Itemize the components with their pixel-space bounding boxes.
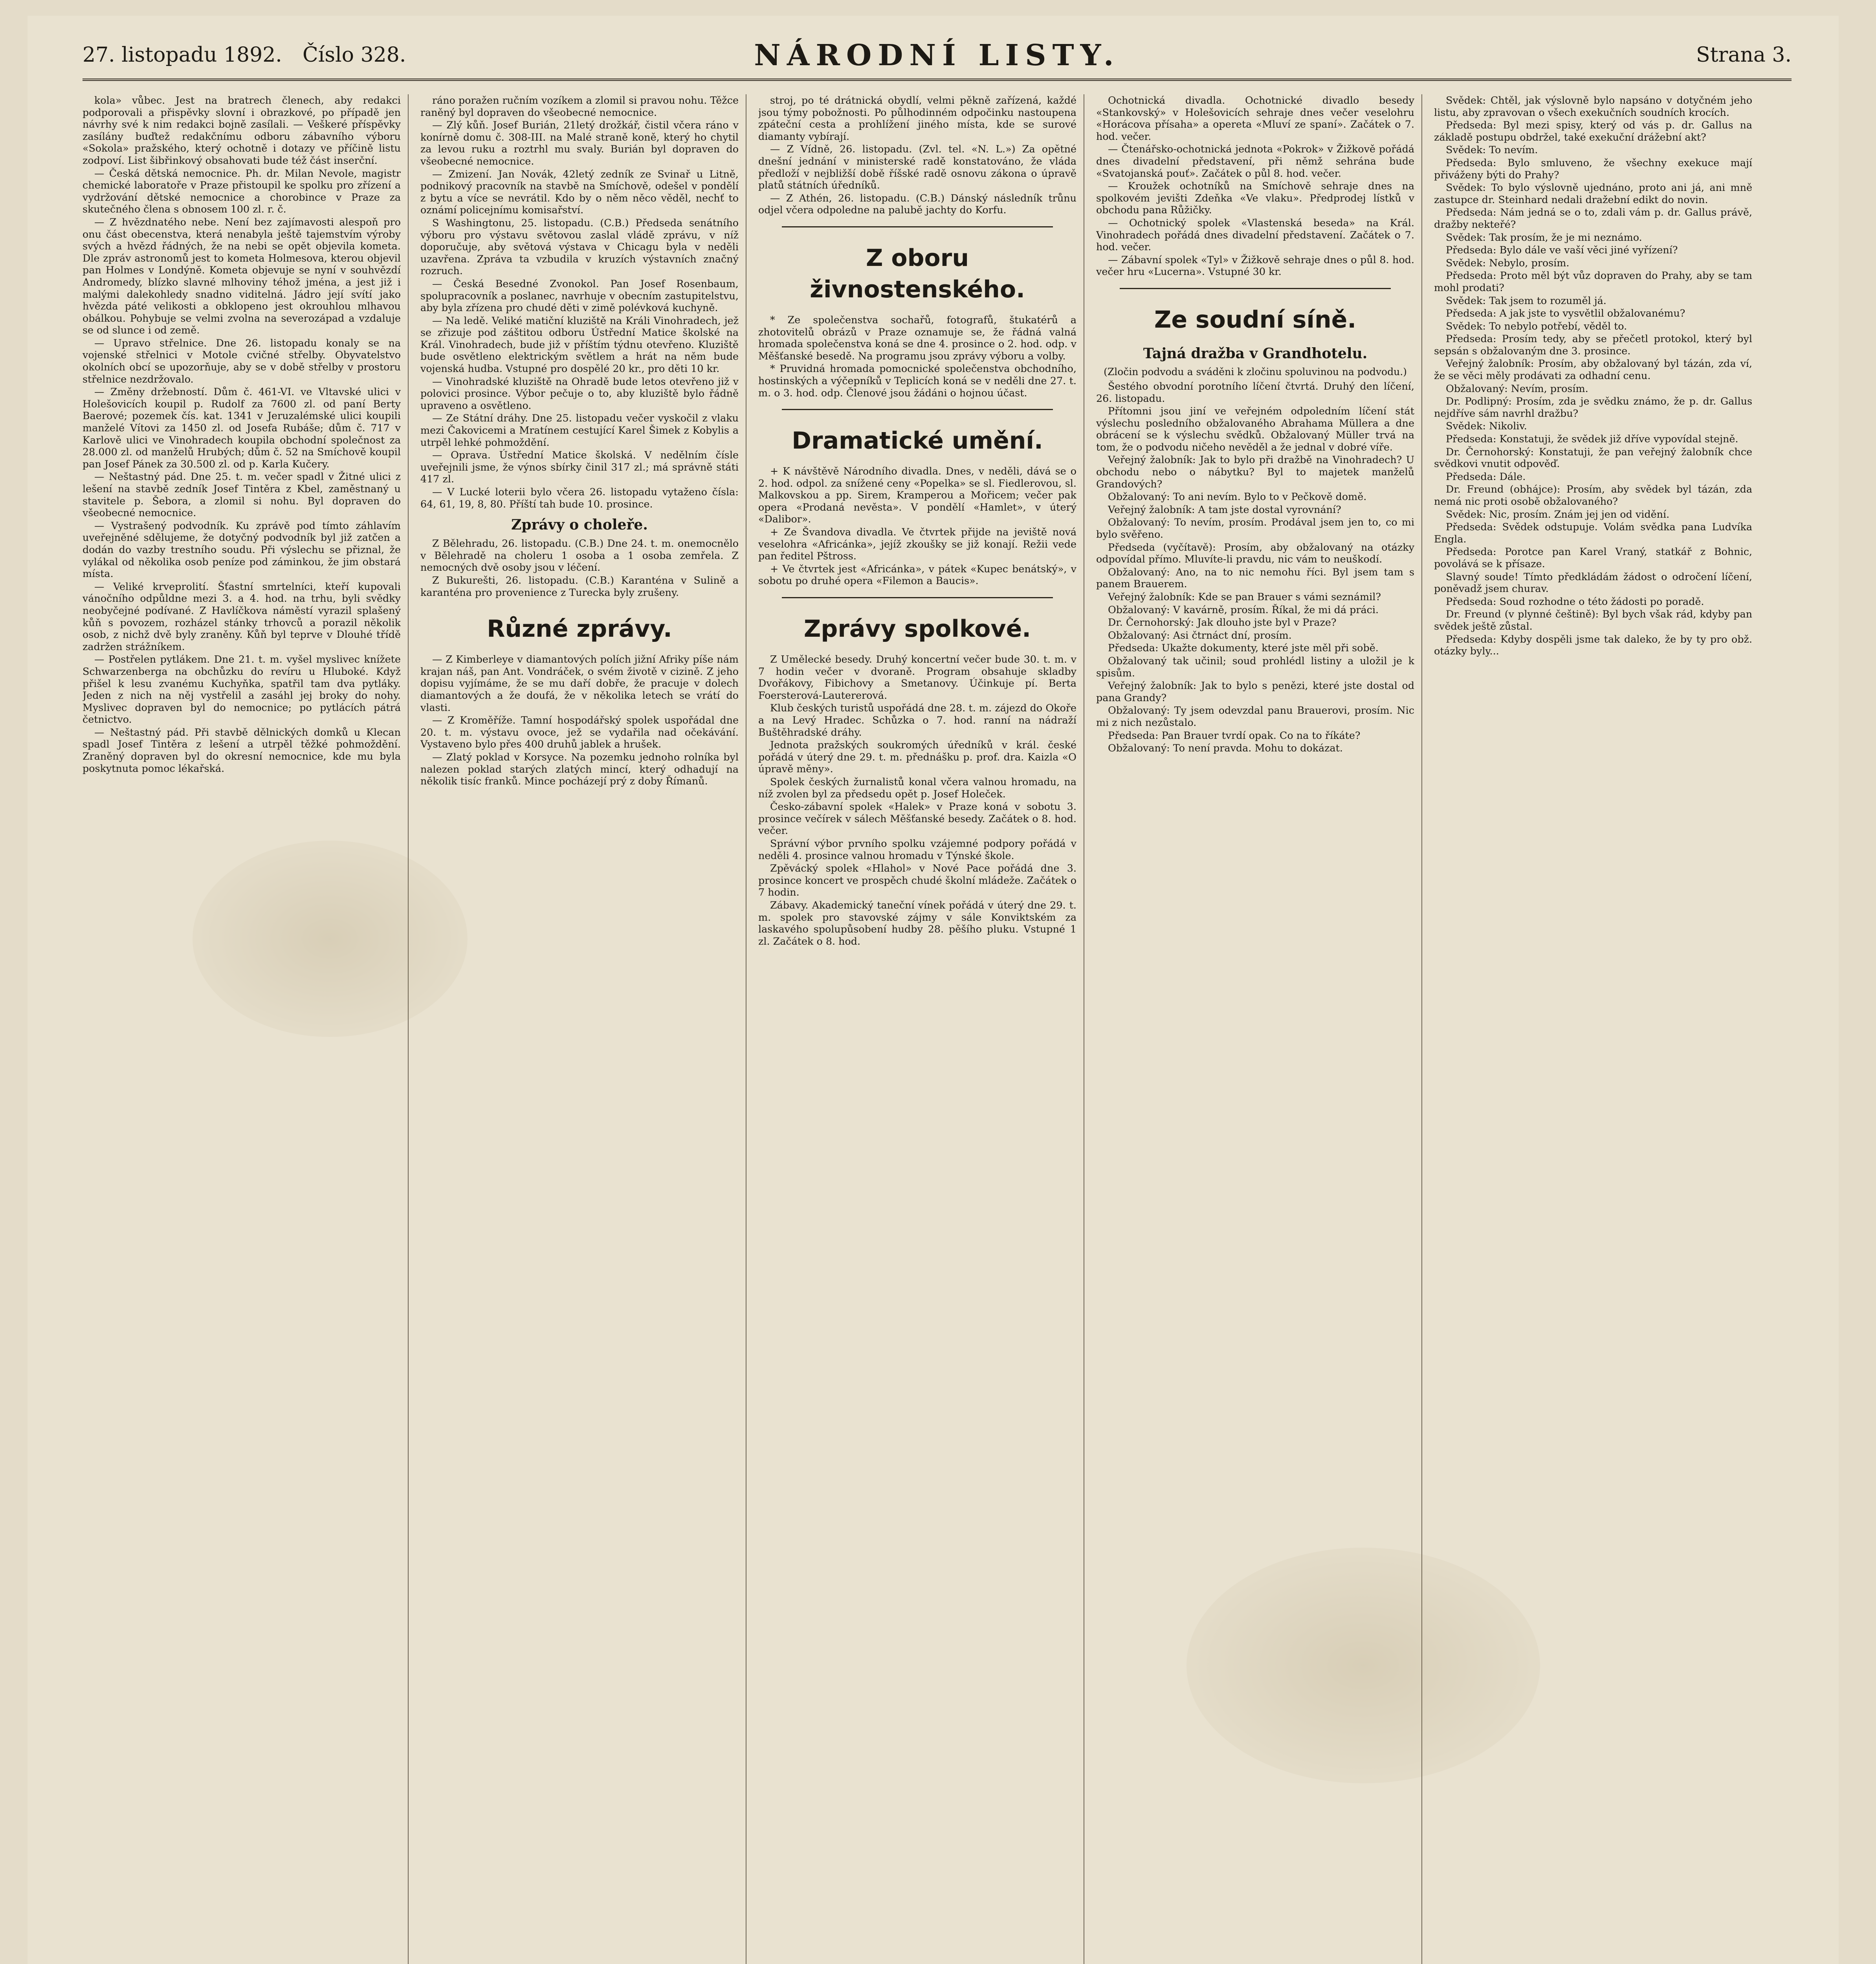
section-rule bbox=[782, 597, 1053, 598]
spolkove-heading: Zprávy spolkové. bbox=[803, 615, 1031, 643]
paragraph: Obžalovaný: To není pravda. Mohu to dokázat. bbox=[1108, 742, 1343, 754]
paragraph: — Oprava. Ústřední Matice školská. V nedělním čísle uveřejnili jsme, že výnos sbírky činil 317 zl.; má správně státi 417 zl. bbox=[420, 449, 739, 485]
paragraph: Česko-zábavní spolek «Halek» v Praze koná v sobotu 3. prosince večírek v sálech Měšťanské besedy. Začátek o 8. hod. večer. bbox=[758, 801, 1076, 837]
cholera-heading: Zprávy o choleře. bbox=[511, 517, 648, 533]
paragraph: Obžalovaný tak učinil; soud prohlédl listiny a uložil je k spisům. bbox=[1096, 654, 1414, 679]
paragraph: Svědek: Nic, prosím. Znám jej jen od vidění. bbox=[1446, 508, 1670, 520]
paragraph: * Ze společenstva sochařů, fotografů, štukatérů a zhotovitelů obrázů v Praze oznamuje se, že řádná valná hromada společenstva koná se dne 4. prosince o 2. hod. odp. v Měšťanské besedě. Na programu jsou zprávy výboru a volby. bbox=[758, 313, 1076, 362]
column-1-body bbox=[83, 94, 401, 774]
dramatic-heading: Dramatické umění. bbox=[792, 427, 1043, 455]
ruzne-body bbox=[420, 653, 739, 787]
paragraph: — Z Kroměříže. Tamní hospodářský spolek uspořádal dne 20. t. m. výstavu ovoce, jež se vydařila nad očekávání. Vystaveno bylo přes 400 druhů jablek a hrušek. bbox=[420, 714, 739, 750]
paragraph: Obžalovaný: V kavárně, prosím. Říkal, že mi dá práci. bbox=[1108, 603, 1379, 616]
paragraph: — Ochotnický spolek «Vlastenská beseda» na Král. Vinohradech pořádá dnes divadelní představení. Začátek o 7. hod. večer. bbox=[1096, 216, 1414, 253]
column-1 bbox=[83, 94, 401, 1964]
paragraph: Předseda: Nám jedná se o to, zdali vám p. dr. Gallus právě, dražby nekteřé? bbox=[1434, 206, 1752, 230]
paragraph: — Zlý kůň. Josef Burián, 21letý drožkář, čistil včera ráno v konírně domu č. 308-III. na Malé straně koně, který ho chytil za levou ruku a roztrhl mu svaly. Burián byl dopraven do všeobecné nemocnice. bbox=[420, 119, 739, 167]
paragraph: Dr. Podlipný: Prosím, zda je svědku známo, že p. dr. Gallus nejdříve sám navrhl dražbu? bbox=[1434, 395, 1752, 419]
newspaper-page bbox=[28, 16, 1839, 1964]
paragraph: + Ze Švandova divadla. Ve čtvrtek přijde na jeviště nová veselohra «Africánka», jejíž zkoušky se již konají. Režii vede pan ředitel Pštross. bbox=[758, 526, 1076, 562]
issue-date: 27. listopadu 1892. bbox=[83, 43, 282, 67]
paragraph: Dr. Černohorský: Konstatuji, že pan veřejný žalobník chce svědkovi vnutit odpověď. bbox=[1434, 445, 1752, 470]
paragraph: Předseda: Byl mezi spisy, který od vás p. dr. Gallus na základě postupu obdržel, také exekuční drážební akt? bbox=[1434, 119, 1752, 143]
dramatic-body bbox=[758, 465, 1076, 587]
paragraph: Z Bukurešti, 26. listopadu. (C.B.) Karanténa v Sulině a karanténa pro provenience z Turecka byly zrušeny. bbox=[420, 574, 739, 598]
paragraph: Předseda: Soud rozhodne o této žádosti po poradě. bbox=[1446, 595, 1704, 607]
paragraph: — Z hvězdnatého nebe. Není bez zajímavosti alespoň pro onu část obecenstva, která nenabyla ještě tajemstvím výroby svých a hvězd řádných, že na nebi se opět objevila kometa. Dle zpráv astronomů jest to kometa Holmesova, kterou objevil pan Holmes v Londýně. Kometa objevuje se nyní v souhvězdí Andromedy, blízko slavné mlhoviny téhož jména, a jest již i malými dalekohledy snadno viditelná. Jádro její svítí jako hvězda páté velikosti a obklopeno jest okrouhlou mlhavou obálkou. Pohybuje se velmi zvolna na severozápad a vzdaluje se od slunce i od země. bbox=[83, 216, 401, 336]
section-rule bbox=[1120, 288, 1391, 289]
paragraph: Dr. Freund (obhájce): Prosím, aby svědek byl tázán, zda nemá nic proti osobě obžalovaného? bbox=[1434, 483, 1752, 507]
paragraph: Předseda: Kdyby dospěli jsme tak daleko, že by ty pro obž. otázky byly... bbox=[1434, 633, 1752, 657]
column-3-body bbox=[758, 94, 1076, 216]
paragraph: — Zlatý poklad v Korsyce. Na pozemku jednoho rolníka byl nalezen poklad starých zlatých mincí, který odhadují na několik tisíc franků. Mince pocházejí prý z doby Římanů. bbox=[420, 751, 739, 787]
paragraph: — Čtenářsko-ochotnická jednota «Pokrok» v Žižkově pořádá dnes divadelní představení, při němž sehrána bude «Svatojanská pouť». Začátek o půl 8. hod. večer. bbox=[1096, 143, 1414, 179]
spolkove-body bbox=[758, 653, 1076, 947]
paragraph: Předseda: Svědek odstupuje. Volám svědka pana Ludvíka Engla. bbox=[1434, 521, 1752, 545]
paragraph: + Ve čtvrtek jest «Africánka», v pátek «Kupec benátský», v sobotu po druhé opera «Filemon a Baucis». bbox=[758, 562, 1076, 587]
paragraph: Předseda: Prosím tedy, aby se přečetl protokol, který byl sepsán s obžalovaným dne 3. prosince. bbox=[1434, 333, 1752, 357]
paragraph: — Na ledě. Veliké matiční kluziště na Králi Vinohradech, jež se zřizuje pod záštitou odboru Ústřední Matice školské na Král. Vinohradech, bude již v příštím týdnu otevřeno. Kluziště bude osvětleno elektrickým světlem a hrát na něm bude vojenská hudba. Vstupné pro dospělé 20 kr., pro děti 10 kr. bbox=[420, 314, 739, 375]
paragraph: Předseda: Proto měl být vůz dopraven do Prahy, aby se tam mohl prodati? bbox=[1434, 269, 1752, 293]
paragraph: — V Lucké loterii bylo včera 26. listopadu vytaženo čísla: 64, 61, 19, 8, 80. Příští tah bude 10. prosince. bbox=[420, 486, 739, 510]
paragraph: Svědek: To nebylo potřebí, věděl to. bbox=[1446, 320, 1627, 332]
paragraph: Předseda: Konstatuji, že svědek již dříve vypovídal stejně. bbox=[1446, 433, 1738, 445]
column-2 bbox=[420, 94, 739, 1964]
article-title: Tajná dražba v Grandhotelu. bbox=[1143, 345, 1368, 362]
paragraph: Veřejný žalobník: A tam jste dostal vyrovnání? bbox=[1108, 503, 1341, 515]
paragraph: Obžalovaný: Asi čtrnáct dní, prosím. bbox=[1108, 629, 1292, 641]
paragraph: Předseda: Dále. bbox=[1446, 470, 1526, 482]
paragraph: Klub českých turistů uspořádá dne 28. t. m. zájezd do Okoře a na Levý Hradec. Schůzka o 7. hod. ranní na nádraží Buštěhradské dráhy. bbox=[758, 702, 1076, 738]
paragraph: — Postřelen pytlákem. Dne 21. t. m. vyšel myslivec knížete Schwarzenberga na obchůzku do revíru u Hluboké. Když přišel k lesu zvanému Kuchyňka, spatřil tam dva pytláky. Jeden z nich na něj vystřelil a zasáhl jej broky do nohy. Myslivec dopraven byl do nemocnice; po pytlácích pátrá četnictvo. bbox=[83, 653, 401, 726]
paragraph: — Ze Státní dráhy. Dne 25. listopadu večer vyskočil z vlaku mezi Čakovicemi a Mratínem cestující Karel Šimek z Kobylis a utrpěl lehké pohmoždění. bbox=[420, 412, 739, 448]
column-5-body bbox=[1434, 94, 1752, 657]
paragraph: Veřejný žalobník: Prosím, aby obžalovaný byl tázán, zda ví, že se věci měly prodávati za odhadní cenu. bbox=[1434, 357, 1752, 382]
paragraph: * Pruvidná hromada pomocnické společenstva obchodního, hostinských a výčepníků v Teplicích koná se v neděli dne 27. t. m. o 3. hod. odp. Členové jsou žádáni o hojnou účast. bbox=[758, 363, 1076, 399]
paragraph: Šestého obvodní porotního líčení čtvrtá. Druhý den líčení, 26. listopadu. bbox=[1096, 380, 1414, 404]
column-5 bbox=[1434, 94, 1752, 1964]
column-divider bbox=[1421, 94, 1422, 1964]
paragraph: Obžalovaný: To nevím, prosím. Prodával jsem jen to, co mi bylo svěřeno. bbox=[1096, 516, 1414, 540]
ruzne-heading: Různé zprávy. bbox=[487, 615, 672, 643]
paragraph: Ochotnická divadla. Ochotnické divadlo besedy «Stankovský» v Holešovicích sehraje dnes večer veselohru «Horácova přísaha» a opereta «Mluví ze spaní». Začátek o 7. hod. večer. bbox=[1096, 94, 1414, 142]
paragraph: — Zábavní spolek «Tyl» v Žižkově sehraje dnes o půl 8. hod. večer hru «Lucerna». Vstupné 30 kr. bbox=[1096, 253, 1414, 278]
obor-heading: Z oboru živnostenského. bbox=[810, 244, 1025, 303]
paragraph: Svědek: Tak jsem to rozuměl já. bbox=[1446, 294, 1606, 306]
paragraph: — Neštastný pád. Při stavbě dělnických domků u Klecan spadl Josef Tintěra z lešení a utrpěl těžké pohmoždění. Zraněný dopraven byl do okresní nemocnice, kde mu byla poskytnuta pomoc lékařská. bbox=[83, 726, 401, 774]
paragraph: — Česká Besedné Zvonokol. Pan Josef Rosenbaum, spolupracovník a poslanec, navrhuje v obecním zastupitelstvu, aby byla zřízena pro chudé děti v zimě polévková kuchyně. bbox=[420, 277, 739, 314]
paragraph: Obžalovaný: Ano, na to nic nemohu říci. Byl jsem tam s panem Brauerem. bbox=[1096, 566, 1414, 590]
cholera-body bbox=[420, 537, 739, 598]
paragraph: Správní výbor prvního spolku vzájemné podpory pořádá v neděli 4. prosince valnou hromadu v Týnské škole. bbox=[758, 837, 1076, 861]
column-2-body bbox=[420, 94, 739, 510]
paragraph: Obžalovaný: Ty jsem odevzdal panu Brauerovi, prosím. Nic mi z nich nezůstalo. bbox=[1096, 704, 1414, 728]
paragraph: Dr. Černohorský: Jak dlouho jste byl v Praze? bbox=[1108, 616, 1337, 628]
paragraph: Slavný soude! Tímto předkládám žádost o odročení líčení, poněvadž jsem churav. bbox=[1434, 570, 1752, 595]
issue-number: Číslo 328. bbox=[303, 43, 406, 67]
paragraph: — Neštastný pád. Dne 25. t. m. večer spadl v Žitné ulici z lešení na stavbě zedník Josef Tintěra z Kbel, zaměstnaný u stavitele p. Šebora, a zlomil si nohu. Byl dopraven do všeobecné nemocnice. bbox=[83, 471, 401, 519]
paragraph: — Změny držebností. Dům č. 461-VI. ve Vltavské ulici v Holešovicích koupil p. Rudolf za 7600 zl. od paní Berty Baerové; pozemek čís. kat. 1341 v Jeruzalémské ulici koupili manželé Vítovi za 1450 zl. od Josefa Rubáše; dům č. 717 v Karlově ulici ve Vinohradech koupila obchodní společnost za 28.000 zl. od manželů Hrubých; dům č. 52 na Smíchově koupil pan Josef Pánek za 30.500 zl. od p. Karla Kučery. bbox=[83, 386, 401, 470]
paragraph: Obžalovaný: To ani nevím. Bylo to v Pečkově domě. bbox=[1108, 491, 1367, 503]
newspaper-title: NÁRODNÍ LISTY. bbox=[754, 38, 1120, 72]
paragraph: Svědek: To nevím. bbox=[1446, 144, 1538, 156]
paragraph: Veřejný žalobník: Jak to bylo s penězi, které jste dostal od pana Grandy? bbox=[1096, 680, 1414, 704]
paragraph: Předseda: Pan Brauer tvrdí opak. Co na to říkáte? bbox=[1108, 729, 1361, 741]
paragraph: Svědek: Tak prosím, že je mi neznámo. bbox=[1446, 231, 1642, 243]
column-4 bbox=[1096, 94, 1414, 1964]
paragraph: Předseda: Bylo smluveno, že všechny exekuce mají přiváženy býti do Prahy? bbox=[1434, 156, 1752, 181]
article-subtitle: (Zločin podvodu a sváděni k zločinu spoluvinou na podvodu.) bbox=[1104, 366, 1407, 377]
section-rule bbox=[782, 409, 1053, 410]
paragraph: — Vystrašený podvodník. Ku zprávě pod tímto záhlavím uveřejněné sdělujeme, že dotyčný podvodník byl již zatčen a dodán do vazby trestního soudu. Při výslechu se přiznal, že vylákal od několika osob peníze pod záminkou, že jim obstará místa. bbox=[83, 519, 401, 580]
paragraph: Svědek: Nikoliv. bbox=[1446, 420, 1527, 432]
paragraph: stroj, po té drátnická obydlí, velmi pěkně zařízená, každé jsou týmy pobožnosti. Po půlhodinném odpočinku nastoupena zpáteční cesta a prohlížení jiného místa, kde se surové diamanty vybírají. bbox=[758, 94, 1076, 142]
paragraph: — Zmizení. Jan Novák, 42letý zedník ze Svinař u Litně, podnikový pracovník na stavbě na Smíchově, odešel v pondělí z bytu a více se nevrátil. Kdo by o něm něco věděl, nechť to oznámí policejnímu komisařství. bbox=[420, 168, 739, 216]
paragraph: Zpěvácký spolek «Hlahol» v Nové Pace pořádá dne 3. prosince koncert ve prospěch chudé školní mládeže. Začátek o 7 hodin. bbox=[758, 862, 1076, 898]
paragraph: Dr. Freund (v plynné češtině): Byl bych však rád, kdyby pan svědek ještě zůstal. bbox=[1434, 608, 1752, 632]
paragraph: Předseda: A jak jste to vysvětlil obžalovanému? bbox=[1446, 307, 1685, 319]
paragraph: ráno poražen ručním vozíkem a zlomil si pravou nohu. Těžce raněný byl dopraven do všeobecné nemocnice. bbox=[420, 94, 739, 118]
obor-body bbox=[758, 314, 1076, 399]
paragraph: Předseda: Porotce pan Karel Vraný, statkář z Bohnic, povolává se k přísaze. bbox=[1434, 546, 1752, 570]
column-3 bbox=[758, 94, 1076, 1964]
paragraph: Předseda (vyčítavě): Prosím, aby obžalovaný na otázky odpovídal přímo. Mluvíte-li pravdu, nic vám to neuškodí. bbox=[1096, 541, 1414, 565]
soud-heading: Ze soudní síně. bbox=[1154, 306, 1357, 333]
paragraph: Zábavy. Akademický taneční vínek pořádá v úterý dne 29. t. m. spolek pro stavovské zájmy v sále Konviktském za laskavého spolupůsobení hudby 28. pěšího pluku. Vstupné 1 zl. Začátek o 8. hod. bbox=[758, 899, 1076, 947]
paragraph: Z Umělecké besedy. Druhý koncertní večer bude 30. t. m. v 7 hodin večer v dvoraně. Program obsahuje skladby Dvořákovy, Fibichovy a Smetanovy. Účinkuje pí. Berta Foersterová-Lautererová. bbox=[758, 653, 1076, 701]
paragraph: — Kroužek ochotníků na Smíchově sehraje dnes na spolkovém jevišti Zdeňka «Ve vlaku». Předprodej lístků v obchodu pana Růžičky. bbox=[1096, 180, 1414, 216]
section-rule bbox=[782, 226, 1053, 227]
paragraph: Předseda: Bylo dále ve vaší věci jiné vyřízení? bbox=[1446, 244, 1678, 256]
column-divider bbox=[408, 94, 409, 1964]
page-number: Strana 3. bbox=[1696, 43, 1792, 67]
paragraph: — Česká dětská nemocnice. Ph. dr. Milan Nevole, magistr chemické laboratoře v Praze přistoupil ke spolku pro zřízení a vydržování dětské nemocnice a chorobince v Praze za skutečného člena s obnosem 100 zl. r. č. bbox=[83, 167, 401, 215]
column-4-body bbox=[1096, 94, 1414, 278]
paragraph: — Upravo střelnice. Dne 26. listopadu konaly se na vojenské střelnici v Motole cvičné střelby. Obyvatelstvo okolních obcí se upozorňuje, aby se v době střelby v prostoru střelnice nezdržovalo. bbox=[83, 337, 401, 385]
paragraph: Přítomni jsou jiní ve veřejném odpoledním líčení stát výslechu posledního obžalovaného Abrahama Müllera a dne obrácení se k výslechu svědků. Obžalovaný Müller trvá na tom, že o podvodu ničeho nevěděl a že jednal v dobré víře. bbox=[1096, 405, 1414, 453]
masthead bbox=[83, 31, 1792, 81]
paragraph: + K návštěvě Národního divadla. Dnes, v neděli, dává se o 2. hod. odpol. za snížené ceny «Popelka» se sl. Fiedlerovou, sl. Malkovskou a pp. Sirem, Kramperou a Mořicem; večer pak opera «Prodaná nevěsta». V pondělí «Hamlet», v úterý «Dalibor». bbox=[758, 465, 1076, 525]
soud-body bbox=[1096, 380, 1414, 754]
paragraph: Z Bělehradu, 26. listopadu. (C.B.) Dne 24. t. m. onemocnělo v Bělehradě na choleru 1 osoba a 1 osoba zemřela. Z nemocných dvě osoby jsou v léčení. bbox=[420, 537, 739, 573]
paragraph: Veřejný žalobník: Jak to bylo při dražbě na Vinohradech? U obchodu nebo o nábytku? Byl to majetek manželů Grandových? bbox=[1096, 454, 1414, 490]
paragraph: — Z Kimberleye v diamantových polích jižní Afriky píše nám krajan náš, pan Ant. Vondráček, o svém životě v cizině. Z jeho dopisu vyjímáme, že se mu daří dobře, že pracuje v dolech diamantových a že doufá, že v několika letech se vrátí do vlasti. bbox=[420, 653, 739, 713]
paragraph: Svědek: Chtěl, jak výslovně bylo napsáno v dotyčném jeho listu, aby zpravovan o všech exekučních soudních krocích. bbox=[1434, 94, 1752, 118]
paragraph: — Z Athén, 26. listopadu. (C.B.) Dánský následník trůnu odjel včera odpoledne na palubě jachty do Korfu. bbox=[758, 192, 1076, 216]
paragraph: Obžalovaný: Nevím, prosím. bbox=[1446, 382, 1588, 394]
paragraph: — Vinohradské kluziště na Ohradě bude letos otevřeno již v polovici prosince. Výbor pečuje o to, aby kluziště bylo řádně upraveno a osvětleno. bbox=[420, 375, 739, 411]
paragraph: Svědek: To bylo výslovně ujednáno, proto ani já, ani mně zastupce dr. Steinhard nedali dražební edikt do novin. bbox=[1434, 181, 1752, 205]
paragraph: Veřejný žalobník: Kde se pan Brauer s vámi seznámil? bbox=[1108, 591, 1381, 603]
paragraph: Jednota pražských soukromých úředníků v král. české pořádá v úterý dne 29. t. m. přednášku p. prof. dra. Kaizla «O úpravě měny». bbox=[758, 739, 1076, 775]
paragraph: S Washingtonu, 25. listopadu. (C.B.) Předseda senátního výboru pro výstavu světovou zaslal vládě zprávu, v níž doporučuje, aby světová výstava v Chicagu byla v neděli uzavřena. Zpráva ta vzbudila v kruzích výstavních značný rozruch. bbox=[420, 216, 739, 277]
paragraph: — Veliké krveprolití. Šťastní smrtelníci, kteří kupovali vánočního odpůldne mezi 3. a 4. hod. na trhu, byli svědky neobyčejné podívané. Z Havlíčkova náměstí vyrazil splašený kůň s povozem, rozházel stánky trhovců a porazil několik osob, z nichž dvě byly zraněny. Kůň byl teprve v Dlouhé třídě zadržen strážníkem. bbox=[83, 580, 401, 652]
paragraph: — Z Vídně, 26. listopadu. (Zvl. tel. «N. L.») Za opětné dnešní jednání v ministerské radě konstatováno, že vláda předloží v nejbližší době říšské radě osnovu zákona o úpravě platů státních úředníků. bbox=[758, 143, 1076, 191]
paragraph: Spolek českých žurnalistů konal včera valnou hromadu, na níž zvolen byl za předsedu opět p. Josef Holeček. bbox=[758, 775, 1076, 800]
paragraph: Předseda: Ukažte dokumenty, které jste měl při sobě. bbox=[1108, 642, 1379, 654]
paragraph: Svědek: Nebylo, prosím. bbox=[1446, 256, 1570, 269]
paragraph: kola» vůbec. Jest na bratrech členech, aby redakci podporovali a přispěvky slovní i obrazkové, po případě jen návrhy své k nim redakci bojně zasílali. — Veškeré příspěvky zasílány buďtež redakčnímu odboru zábavního výboru «Sokola» pražského, který ochotně i dotazy ve příčině listu zodpoví. List šibřinkový obsahovati bude též část inserční. bbox=[83, 94, 401, 166]
